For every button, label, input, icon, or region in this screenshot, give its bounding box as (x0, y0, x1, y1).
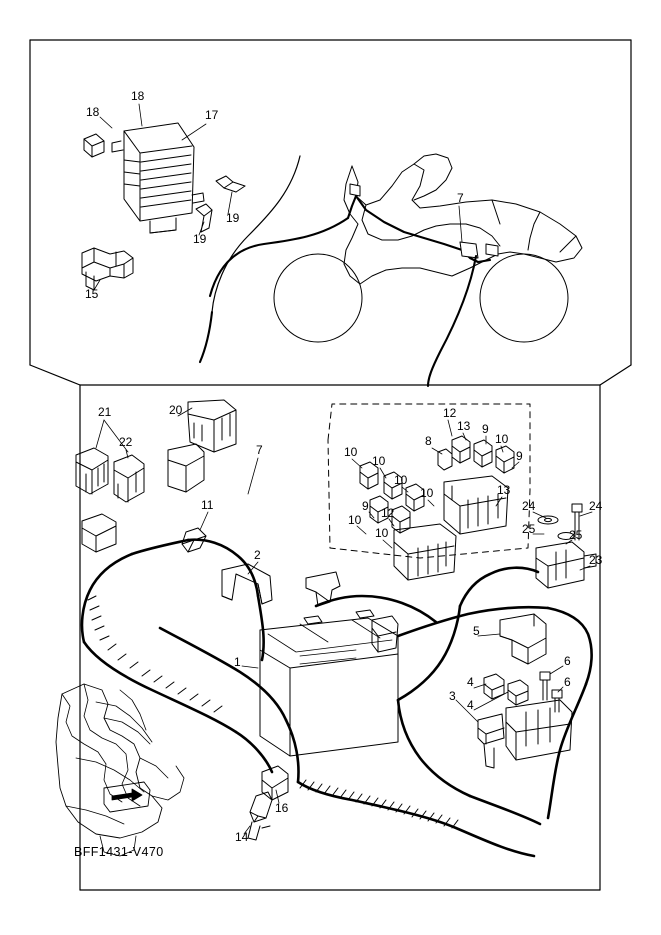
callout-4-top: 4 (467, 675, 474, 689)
callout-22: 22 (119, 435, 133, 449)
callout-10-a: 10 (495, 432, 509, 446)
callout-19-right: 19 (226, 211, 240, 225)
callout-14: 14 (235, 830, 249, 844)
callout-16: 16 (275, 801, 289, 815)
callout-6-top: 6 (564, 654, 571, 668)
callout-10-d: 10 (394, 473, 408, 487)
callout-1: 1 (234, 655, 241, 669)
callout-13-b: 13 (497, 483, 511, 497)
callout-3: 3 (449, 689, 456, 703)
callout-7-harness: 7 (256, 443, 263, 457)
callout-9-c: 9 (362, 499, 369, 513)
callout-20: 20 (169, 403, 183, 417)
callout-10-c: 10 (372, 454, 386, 468)
callout-10-f: 10 (348, 513, 362, 527)
callout-12-b: 12 (381, 506, 395, 520)
callout-10-e: 10 (420, 486, 434, 500)
callout-25-right: 25 (569, 528, 583, 542)
callout-25-left: 25 (522, 522, 536, 536)
callout-10-b: 10 (344, 445, 358, 459)
callout-5: 5 (473, 624, 480, 638)
part-code-label: BFF1431-V470 (74, 845, 164, 859)
callout-12-top: 12 (443, 406, 457, 420)
callout-10-g: 10 (375, 526, 389, 540)
callout-13-top: 13 (457, 419, 471, 433)
callout-21: 21 (98, 405, 112, 419)
callout-24-left: 24 (522, 499, 536, 513)
callout-9-a: 9 (482, 422, 489, 436)
callout-18-top: 18 (131, 89, 145, 103)
callout-18-left: 18 (86, 105, 100, 119)
callout-23: 23 (589, 553, 603, 567)
callout-17: 17 (205, 108, 219, 122)
callout-2: 2 (254, 548, 261, 562)
callout-24-right: 24 (589, 499, 603, 513)
callout-11: 11 (201, 498, 214, 512)
callout-4-bottom: 4 (467, 698, 474, 712)
callout-6-bottom: 6 (564, 675, 571, 689)
callout-15: 15 (85, 287, 99, 301)
callout-7-bike: 7 (457, 191, 464, 205)
callout-8: 8 (425, 434, 432, 448)
callout-9-b: 9 (516, 449, 523, 463)
callout-19-bottom: 19 (193, 232, 207, 246)
